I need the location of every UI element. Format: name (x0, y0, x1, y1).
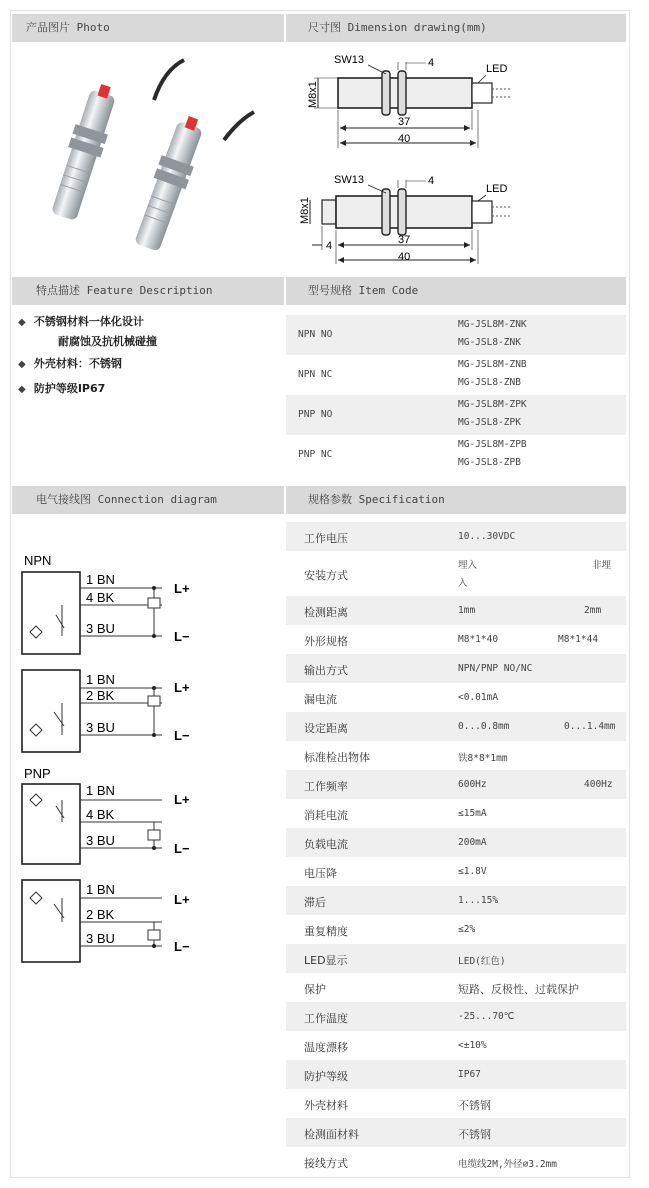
spec-label: 滞后 (304, 896, 326, 909)
cable-1 (154, 60, 184, 100)
spec-header (286, 486, 626, 514)
spec-row (286, 1118, 626, 1147)
wire-4bk: 4 BK (86, 807, 115, 822)
spec-value: NPN/PNP NO/NC (458, 663, 533, 674)
spec-value: 电缆线2M,外径∅3.2mm (458, 1159, 557, 1170)
spec-value: -25...70℃ (458, 1011, 515, 1022)
wire-3bu: 3 BU (86, 931, 115, 946)
dim-top-gap: 4 (428, 57, 435, 69)
spec-label: 漏电流 (304, 693, 337, 706)
item-code1: MG-JSL8M-ZPB (458, 439, 527, 450)
spec-value: 10...30VDC (458, 531, 516, 542)
wiring-diagrams (14, 550, 284, 970)
l-plus: L+ (174, 892, 190, 907)
spec-label: 工作温度 (304, 1012, 348, 1025)
spec-label: 防护等级 (304, 1070, 348, 1083)
spec-label: 标准检出物体 (304, 751, 370, 764)
feature-1 (18, 313, 144, 329)
dimension-top (307, 54, 512, 148)
feature-1-text: 不锈钢材料一体化设计 (33, 315, 144, 328)
spec-label: 安装方式 (304, 569, 348, 582)
spec-value-2: M8*1*44 (558, 634, 599, 645)
wire-1bn: 1 BN (86, 783, 115, 798)
spec-row (286, 770, 626, 799)
npn-label: NPN (24, 553, 52, 568)
item-row-4 (286, 435, 626, 475)
spec-row (286, 857, 626, 886)
spec-row (286, 973, 626, 1002)
feature-2-text: 耐腐蚀及抗机械碰撞 (58, 335, 157, 348)
spec-label: 消耗电流 (304, 809, 348, 822)
connection-header (12, 486, 284, 514)
spec-value: M8*1*40 (458, 634, 499, 645)
photo-header-cn: 产品图片 (26, 21, 70, 34)
wiring-pnp-no (22, 783, 190, 864)
l-plus: L+ (174, 581, 190, 596)
spec-label: 检测面材料 (304, 1128, 359, 1141)
item-code1: MG-JSL8M-ZNB (458, 359, 527, 370)
wiring-npn-no (22, 572, 190, 654)
wiring-pnp-nc (22, 880, 190, 962)
feature-header-en: Feature Description (86, 284, 213, 297)
dim-bottom-head: 4 (326, 240, 333, 252)
item-type: NPN NO (298, 329, 333, 340)
spec-row (286, 1060, 626, 1089)
l-minus: L− (174, 841, 190, 856)
spec-value-wrap: 入 (458, 578, 468, 589)
dimension-drawing (290, 50, 620, 270)
item-code2: MG-JSL8-ZPK (458, 417, 521, 428)
spec-label: 接线方式 (304, 1157, 348, 1170)
feature-3 (18, 355, 122, 371)
wire-3bu: 3 BU (86, 833, 115, 848)
item-header-en: Item Code (358, 284, 419, 297)
item-code2: MG-JSL8-ZNB (458, 377, 521, 388)
item-row-2 (286, 355, 626, 395)
spec-value: 不锈钢 (458, 1099, 491, 1112)
bullet-icon: ◆ (18, 384, 26, 395)
wire-3bu: 3 BU (86, 621, 115, 636)
photo-header-en: Photo (76, 21, 110, 34)
item-row-3 (286, 395, 626, 435)
dim-bottom-len1: 37 (398, 234, 411, 246)
photo-header (12, 14, 284, 42)
dim-top-led: LED (486, 63, 508, 75)
spec-value: ≤1.8V (458, 866, 487, 877)
item-type: PNP NO (298, 409, 333, 420)
pnp-label: PNP (24, 766, 51, 781)
spec-row (286, 741, 626, 770)
product-photo (14, 50, 282, 260)
spec-label: 电压降 (304, 867, 337, 880)
wiring-npn-nc (22, 670, 190, 752)
spec-value: 埋入 (458, 560, 478, 571)
spec-label: LED显示 (304, 954, 348, 967)
bullet-icon: ◆ (18, 317, 26, 328)
spec-value-2: 400Hz (584, 779, 613, 790)
item-code2: MG-JSL8-ZPB (458, 457, 521, 468)
sensor-2 (130, 112, 209, 253)
spec-value: 200mA (458, 837, 487, 848)
spec-header-en: Specification (358, 493, 445, 506)
spec-value: 1...15% (458, 895, 499, 906)
spec-row (286, 828, 626, 857)
feature-header (12, 277, 284, 305)
spec-value: ≤15mA (458, 808, 487, 819)
spec-row (286, 712, 626, 741)
feature-4-text: 防护等级IP67 (33, 382, 106, 395)
cable-2 (224, 112, 254, 140)
feature-header-cn: 特点描述 (36, 284, 80, 297)
spec-value-2: 0...1.4mm (564, 721, 616, 732)
spec-value: 600Hz (458, 779, 487, 790)
connection-header-cn: 电气接线图 (36, 493, 91, 506)
spec-value: 0...0.8mm (458, 721, 510, 732)
item-header-cn: 型号规格 (308, 284, 352, 297)
spec-value: LED(红色) (458, 956, 506, 967)
wire-1bn: 1 BN (86, 672, 115, 687)
spec-value: 1mm (458, 605, 476, 616)
l-plus: L+ (174, 680, 190, 695)
feature-4 (18, 380, 105, 396)
item-row-1 (286, 315, 626, 355)
wire-4bk: 4 BK (86, 590, 115, 605)
spec-row (286, 886, 626, 915)
spec-value: 不锈钢 (458, 1128, 491, 1141)
spec-label: 外壳材料 (304, 1099, 348, 1112)
dim-bottom-led: LED (486, 183, 508, 195)
spec-row (286, 944, 626, 973)
spec-label: 输出方式 (304, 664, 348, 677)
item-code1: MG-JSL8M-ZNK (458, 319, 527, 330)
item-header (286, 277, 626, 305)
dimension-bottom (299, 174, 512, 264)
l-plus: L+ (174, 792, 190, 807)
spec-row (286, 915, 626, 944)
spec-value-2: 非埋 (592, 560, 612, 571)
spec-row (286, 683, 626, 712)
spec-row (286, 625, 626, 654)
spec-label: 工作频率 (304, 780, 348, 793)
spec-value: <0.01mA (458, 692, 499, 703)
dimension-header-en: Dimension drawing(mm) (347, 21, 487, 34)
spec-header-cn: 规格参数 (308, 493, 352, 506)
dim-top-thread: M8x1 (307, 81, 319, 108)
spec-row (286, 596, 626, 625)
spec-value: 短路、反极性、过载保护 (458, 983, 579, 996)
wire-3bu: 3 BU (86, 720, 115, 735)
spec-row (286, 1002, 626, 1031)
feature-3-text: 外壳材料：不锈钢 (33, 357, 122, 370)
spec-label: 工作电压 (304, 532, 348, 545)
spec-label: 保护 (304, 983, 326, 996)
spec-value: ≤2% (458, 924, 476, 935)
item-code2: MG-JSL8-ZNK (458, 337, 521, 348)
dim-bottom-sw: SW13 (334, 174, 364, 186)
spec-row (286, 1089, 626, 1118)
bullet-icon: ◆ (18, 359, 26, 370)
spec-label: 外形规格 (304, 635, 348, 648)
spec-row (286, 1147, 626, 1176)
spec-value-2: 2mm (584, 605, 602, 616)
dim-bottom-gap: 4 (428, 175, 435, 187)
wire-1bn: 1 BN (86, 572, 115, 587)
l-minus: L− (174, 629, 190, 644)
item-type: PNP NC (298, 449, 333, 460)
connection-header-en: Connection diagram (97, 493, 217, 506)
spec-value: IP67 (458, 1069, 481, 1080)
spec-value: 铁8*8*1mm (458, 753, 508, 764)
spec-label: 重复精度 (304, 925, 348, 938)
spec-row (286, 1031, 626, 1060)
spec-label: 温度漂移 (304, 1041, 348, 1054)
spec-row (286, 799, 626, 828)
spec-label: 负载电流 (304, 838, 348, 851)
dim-bottom-len2: 40 (398, 251, 411, 263)
sensor-1 (47, 80, 122, 222)
item-type: NPN NC (298, 369, 333, 380)
spec-row (286, 551, 626, 596)
l-minus: L− (174, 939, 190, 954)
feature-2 (58, 333, 157, 349)
wire-2bk: 2 BK (86, 688, 115, 703)
spec-row (286, 654, 626, 683)
spec-label: 检测距离 (304, 606, 348, 619)
dim-bottom-thread: M8x1 (299, 197, 311, 224)
spec-row (286, 522, 626, 551)
dim-top-len1: 37 (398, 116, 411, 128)
dimension-header (286, 14, 626, 42)
wire-1bn: 1 BN (86, 882, 115, 897)
l-minus: L− (174, 728, 190, 743)
dimension-header-cn: 尺寸图 (308, 21, 341, 34)
item-code1: MG-JSL8M-ZPK (458, 399, 527, 410)
wire-2bk: 2 BK (86, 907, 115, 922)
spec-label: 设定距离 (304, 722, 348, 735)
dim-top-sw: SW13 (334, 54, 364, 66)
spec-value: <±10% (458, 1040, 487, 1051)
dim-top-len2: 40 (398, 133, 411, 145)
